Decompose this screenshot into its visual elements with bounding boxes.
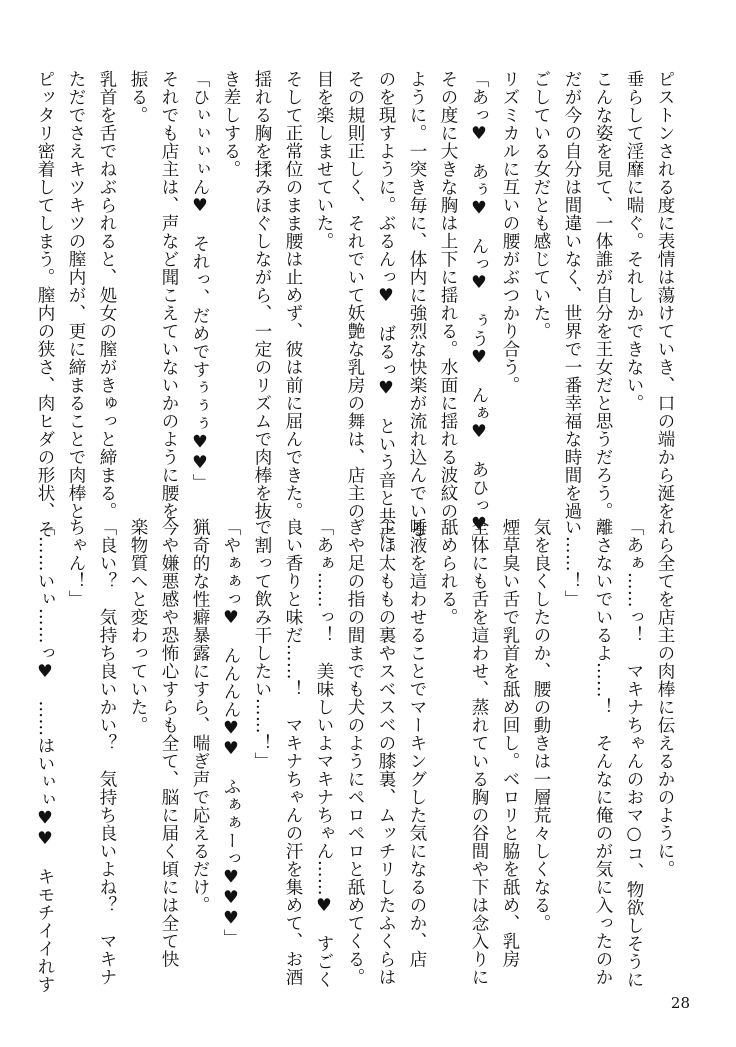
text-line: ただでさえキツキツの膣内が、更に締まることで肉棒と	[66, 70, 86, 520]
text-block-bottom	[35, 518, 680, 994]
text-line: 揺れる胸を揉みほぐしながら、一定のリズムで肉棒を抜	[252, 70, 272, 520]
text-line: こんな姿を見て、一体誰が自分を王女だと思うだろう。	[593, 70, 613, 520]
text-line: 乳首を舌でねぶられると、処女の膣がきゅっと締まる。	[97, 70, 117, 520]
text-line: 「良い？ 気持ち良いかい？ 気持ち良いよね？ マキナ	[97, 518, 117, 986]
text-line: ピッタリ密着してしまう。膣内の狭さ、肉ヒダの形状、そ	[35, 70, 55, 538]
text-line: ぎや足の指の間までも犬のようにペロペロと舐めてくる。	[345, 518, 365, 986]
text-line: 目を楽しませていた。	[314, 70, 334, 250]
text-line: ごしている女だとも感じていた。	[531, 70, 551, 340]
text-line: ピストンされる度に表情は蕩けていき、口の端から涎を	[655, 70, 675, 520]
text-line: ように。一突き毎に、体内に強烈な快楽が流れ込んでいる	[407, 70, 427, 538]
text-line: その規則正しく、それでいて妖艶な乳房の舞は、店主の	[345, 70, 365, 520]
text-line: 「やぁぁっ♥ んんんん♥♥ ふぁぁーっ♥♥♥」	[221, 518, 241, 947]
text-line: で割って飲み干したい……！」	[252, 518, 272, 770]
text-block-top	[35, 70, 680, 561]
text-line: のを現すように。ぶるんっ♥ ばるっ♥ という音と共に。	[376, 70, 396, 561]
text-line: 楽物質へと変わっていた。	[128, 518, 148, 734]
text-line: 全体にも舌を這わせ、蒸れている胸の谷間や下は念入りに	[469, 518, 489, 986]
text-line: 「……いぃ……っ♥ ……はいぃぃ♥♥ キモチイイれす	[35, 518, 55, 994]
text-line: だが今の自分は間違いなく、世界で一番幸福な時間を過	[562, 70, 582, 520]
page-number: 28	[670, 994, 690, 1012]
text-line: 気を良くしたのか、腰の動きは一層荒々しくなる。	[531, 518, 551, 932]
text-line: 良い香りと味だ……！ マキナちゃんの汗を集めて、お酒	[283, 518, 303, 986]
text-line: リズミカルに互いの腰がぶつかり合う。	[500, 70, 520, 394]
text-line: 今や嫌悪感や恐怖心すらも全て、脳に届く頃には全て快	[159, 518, 179, 968]
text-line: その度に大きな胸は上下に揺れる。水面に揺れる波紋の	[438, 70, 458, 520]
text-line: それでも店主は、声など聞こえていないかのように腰を	[159, 70, 179, 520]
text-line: き差しする。	[221, 70, 241, 178]
text-line: 唾液を這わせることでマーキングした気になるのか、店	[407, 518, 427, 968]
text-line: 「あっ♥ あぅ♥ んっ♥ ぅう♥ んぁ♥ あひっ♥」	[469, 70, 489, 553]
text-line: 垂らして淫靡に喘ぐ。それしかできない。	[624, 70, 644, 412]
text-line: そして正常位のまま腰は止めず、彼は前に屈んできた。	[283, 70, 303, 520]
text-line: 猟奇的な性癖暴露にすら、喘ぎ声で応えるだけ。	[190, 518, 210, 914]
text-line: 煙草臭い舌で乳首を舐め回し。ベロリと脇を舐め、乳房	[500, 518, 520, 968]
text-line: れら全てを店主の肉棒に伝えるかのように。	[655, 518, 675, 878]
text-line: 舐められる。	[438, 518, 458, 626]
text-line: ちゃん！」	[66, 518, 86, 608]
text-line: 振る。	[128, 70, 148, 124]
text-line: 離さないでいるよ……！ そんなに俺のが気に入ったのか	[593, 518, 613, 986]
text-line: い……！」	[562, 518, 582, 608]
text-line: 「あぁ……っ！ マキナちゃんのおマ○コ、物欲しそうに	[624, 518, 644, 989]
text-line: 「あぁ……っ！ 美味しいよマキナちゃん……♥ すごく	[314, 518, 334, 989]
text-line: 主は太ももの裏やスベスベの膝裏、ムッチリしたふくらは	[376, 518, 396, 986]
text-line: 「ひぃぃぃぃん♥ それっ、だめですぅぅぅ♥♥」	[190, 70, 210, 492]
